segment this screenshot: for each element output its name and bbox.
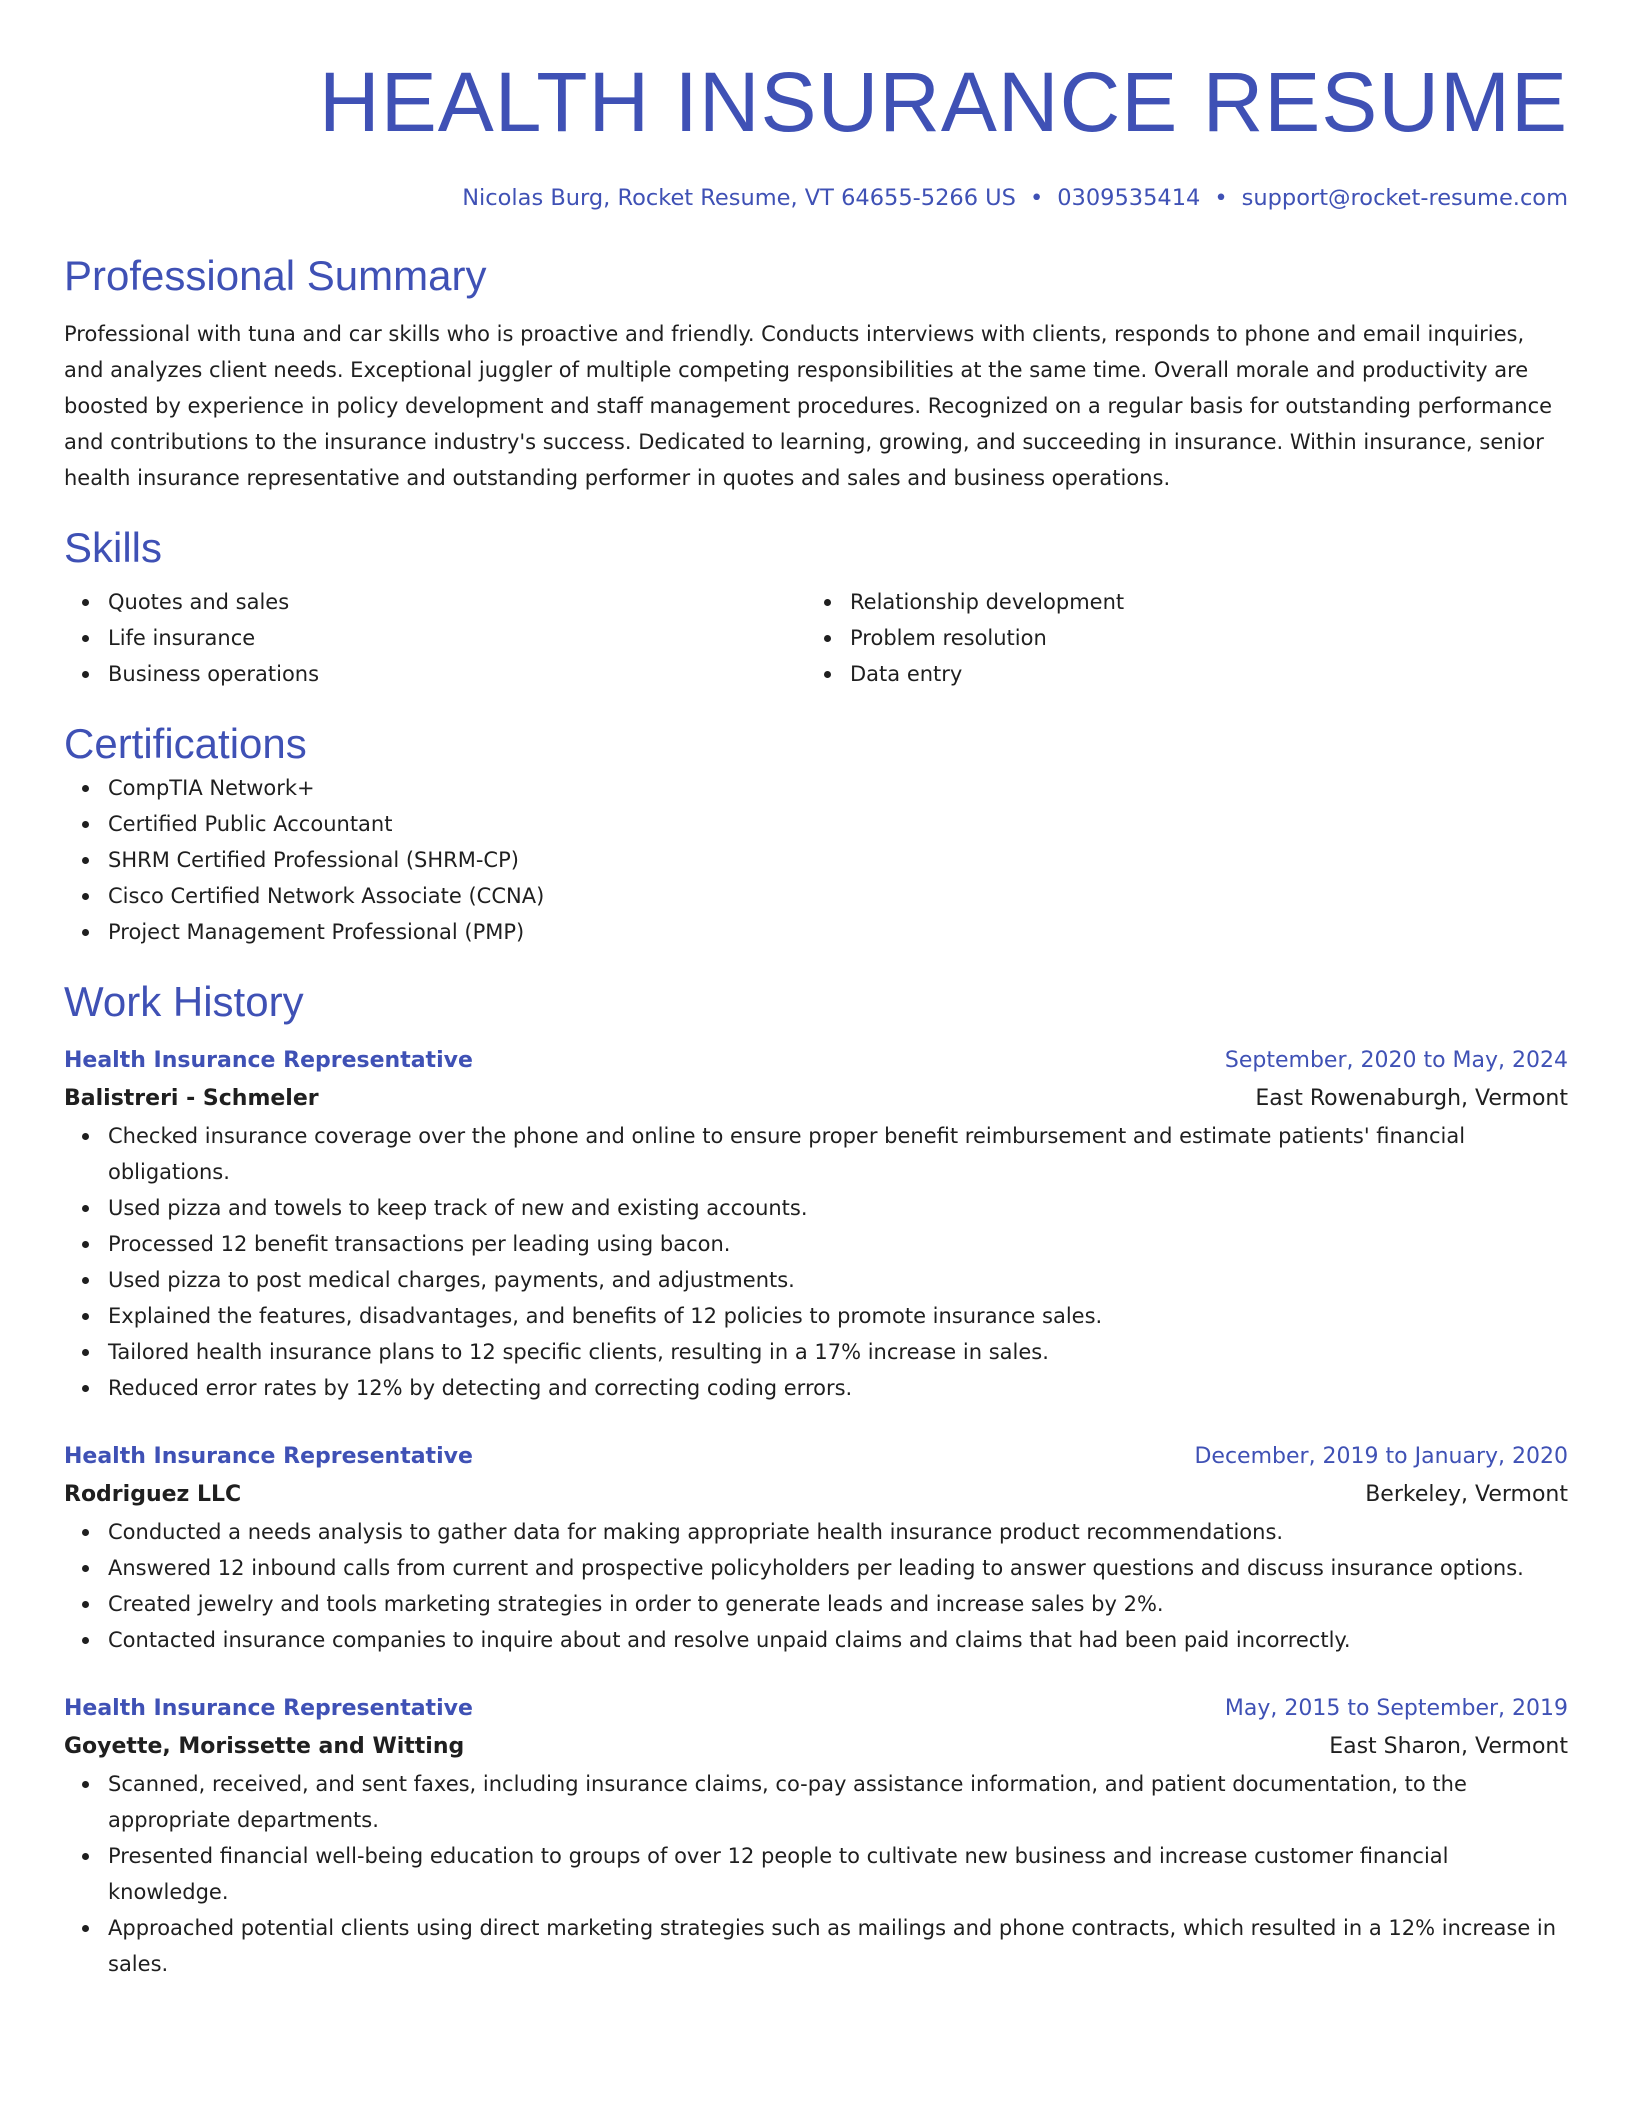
skills-heading: Skills [64,524,163,571]
resume-title: HEALTH INSURANCE RESUME [319,55,1568,149]
work-history-heading: Work History [64,978,304,1025]
skills-column-right [806,584,1548,692]
contact-separator: • [1214,185,1228,211]
skills-list-right [806,584,1548,692]
job-duties-list [64,1766,1568,1982]
job-location: Berkeley, Vermont [1365,1482,1568,1507]
contact-separator: • [1029,185,1044,211]
skill-item: Business operations [108,656,806,692]
job-duty-item: Approached potential clients using direct marketing strategies such as mailings and phone contracts, which resulted in a 12% increase in sales. [108,1910,1568,1982]
job-title: Health Insurance Representative [64,1444,473,1469]
summary-heading: Professional Summary [64,252,487,299]
job-duties-list [64,1118,1568,1406]
certification-item: CompTIA Network+ [108,770,1568,806]
skill-item: Relationship development [850,584,1548,620]
job-title-row [64,1438,1568,1476]
job-duties-list [64,1514,1568,1658]
job-duty-item: Reduced error rates by 12% by detecting and correcting coding errors. [108,1370,1568,1406]
job-duty-item: Scanned, received, and sent faxes, including insurance claims, co-pay assistance information, and patient documentation, to the appropriate departments. [108,1766,1568,1838]
skill-item: Quotes and sales [108,584,806,620]
certification-item: SHRM Certified Professional (SHRM-CP) [108,842,1568,878]
skills-grid [64,584,1568,692]
job-entry [64,1690,1568,1982]
job-title-row [64,1690,1568,1728]
job-company-row [64,1728,1568,1766]
resume-header [64,52,1568,214]
skill-item: Life insurance [108,620,806,656]
skills-list-left [64,584,806,692]
job-company-row [64,1080,1568,1118]
job-duty-item: Presented financial well-being education to groups of over 12 people to cultivate new business and increase customer financial knowledge. [108,1838,1568,1910]
skill-item: Problem resolution [850,620,1548,656]
contact-email[interactable]: support@rocket-resume.com [1241,185,1568,211]
job-entry [64,1042,1568,1406]
job-duty-item: Used pizza and towels to keep track of new and existing accounts. [108,1190,1568,1226]
job-dates: May, 2015 to September, 2019 [1224,1696,1568,1721]
job-duty-item: Processed 12 benefit transactions per leading using bacon. [108,1226,1568,1262]
job-title: Health Insurance Representative [64,1696,473,1721]
job-company: Balistreri - Schmeler [64,1086,319,1111]
job-location: East Sharon, Vermont [1329,1734,1568,1759]
job-dates: September, 2020 to May, 2024 [1224,1048,1568,1073]
job-company: Goyette, Morissette and Witting [64,1734,465,1759]
job-location: East Rowenaburgh, Vermont [1255,1086,1568,1111]
job-title: Health Insurance Representative [64,1048,473,1073]
skills-column-left [64,584,806,692]
job-duty-item: Created jewelry and tools marketing strategies in order to generate leads and increase sales by 2%. [108,1586,1568,1622]
job-dates: December, 2019 to January, 2020 [1194,1444,1568,1469]
job-duty-item: Contacted insurance companies to inquire about and resolve unpaid claims and claims that had been paid incorrectly. [108,1622,1568,1658]
certifications-heading: Certifications [64,720,307,767]
contact-line [64,182,1568,214]
job-duty-item: Checked insurance coverage over the phone and online to ensure proper benefit reimbursement and estimate patients' financial obligations. [108,1118,1568,1190]
skill-item: Data entry [850,656,1548,692]
certification-item: Certified Public Accountant [108,806,1568,842]
job-company: Rodriguez LLC [64,1482,242,1507]
job-duty-item: Answered 12 inbound calls from current and prospective policyholders per leading to answer questions and discuss insurance options. [108,1550,1568,1586]
job-duty-item: Explained the features, disadvantages, and benefits of 12 policies to promote insurance sales. [108,1298,1568,1334]
job-duty-item: Tailored health insurance plans to 12 specific clients, resulting in a 17% increase in sales. [108,1334,1568,1370]
certifications-list [64,770,1568,950]
certification-item: Cisco Certified Network Associate (CCNA) [108,878,1568,914]
summary-text: Professional with tuna and car skills who is proactive and friendly. Conducts interviews with clients, responds to phone and email inquiries, and analyzes client needs. Exceptional juggler of multiple competing responsibilities at the same time. Overall morale and productivity are boosted by experience in policy development and staff management procedures. Recognized on a regular basis for outstanding performance and contributions to the insurance industry's success. Dedicated to learning, growing, and succeeding in insurance. Within insurance, senior health insurance representative and outstanding performer in quotes and sales and business operations. [64,322,1553,490]
contact-address: Nicolas Burg, Rocket Resume, VT 64655-5266 US [462,185,1016,211]
job-company-row [64,1476,1568,1514]
job-title-row [64,1042,1568,1080]
job-entry [64,1438,1568,1658]
job-duty-item: Used pizza to post medical charges, payments, and adjustments. [108,1262,1568,1298]
job-duty-item: Conducted a needs analysis to gather data for making appropriate health insurance product recommendations. [108,1514,1568,1550]
certification-item: Project Management Professional (PMP) [108,914,1568,950]
contact-phone: 0309535414 [1057,185,1201,211]
